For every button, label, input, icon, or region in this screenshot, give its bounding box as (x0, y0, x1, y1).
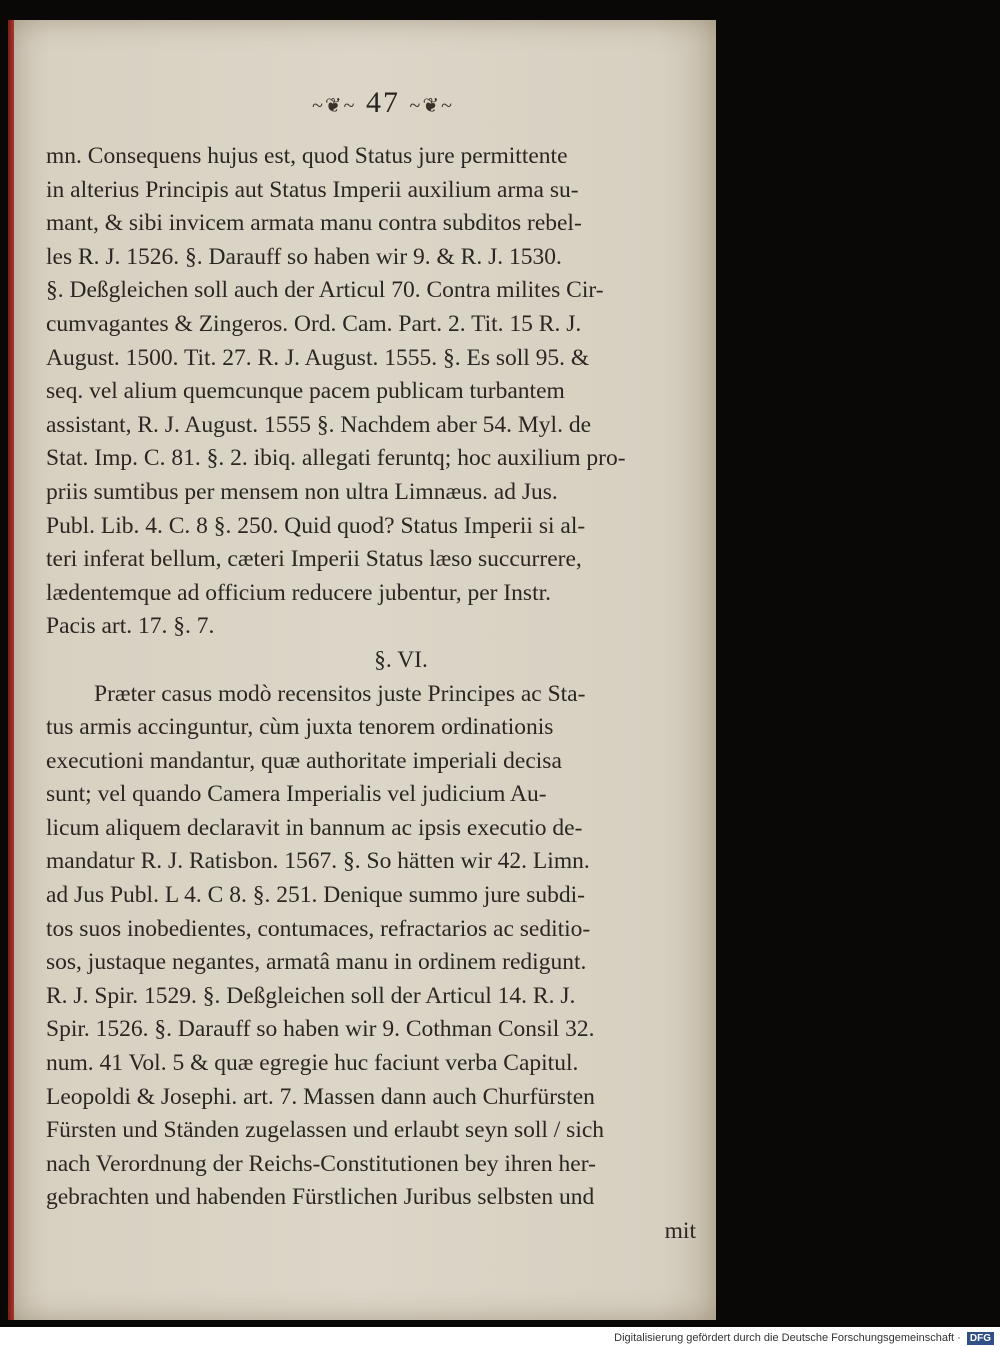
text-line: Spir. 1526. §. Darauff so haben wir 9. Cothman Consil 32. (46, 1016, 595, 1043)
binding-edge (8, 20, 14, 1320)
text-line: Pacis art. 17. §. 7. (46, 613, 215, 640)
text-line: nach Verordnung der Reichs-Constitutionen bey ihren her- (46, 1150, 596, 1177)
text-line: Publ. Lib. 4. C. 8 §. 250. Quid quod? Status Imperii si al- (46, 512, 586, 539)
body-text (46, 140, 716, 1249)
text-line: Fürsten und Ständen zugelassen und erlaubt seyn soll / sich (46, 1117, 605, 1144)
text-line: mandatur R. J. Ratisbon. 1567. §. So hätten wir 42. Limn. (46, 848, 590, 875)
footer-text: Digitalisierung gefördert durch die Deutsche Forschungsgemeinschaft (614, 1332, 955, 1344)
text-line: sos, justaque negantes, armatâ manu in ordinem redigunt. (46, 949, 587, 976)
text-line: licum aliquem declaravit in bannum ac ipsis executio de- (46, 814, 583, 841)
text-line: sunt; vel quando Camera Imperialis vel judicium Au- (46, 781, 547, 808)
catchword: mit (664, 1218, 696, 1244)
text-line: lædentemque ad officium reducere jubentur, per Instr. (46, 579, 552, 606)
text-line: in alterius Principis aut Status Imperii auxilium arma su- (46, 176, 579, 203)
text-line: tus armis accinguntur, cùm juxta tenorem ordinationis (46, 714, 554, 741)
text-line: gebrachten und habenden Fürstlichen Juribus selbsten und (46, 1184, 595, 1211)
text-line: cumvagantes & Zingeros. Ord. Cam. Part. 2. Tit. 15 R. J. (46, 310, 582, 337)
text-line: assistant, R. J. August. 1555 §. Nachdem aber 54. Myl. de (46, 411, 592, 438)
text-line: mn. Consequens hujus est, quod Status jure permittente (46, 143, 568, 169)
page-number: 47 (366, 86, 400, 119)
ornament-right-icon: ~❦~ (409, 95, 454, 117)
book-page (8, 20, 716, 1320)
text-line: August. 1500. Tit. 27. R. J. August. 1555. §. Es soll 95. & (46, 344, 590, 371)
text-line: les R. J. 1526. §. Darauff so haben wir 9. & R. J. 1530. (46, 243, 562, 270)
text-line: ad Jus Publ. L 4. C 8. §. 251. Denique summo jure subdi- (46, 882, 585, 909)
text-line: Leopoldi & Josephi. art. 7. Massen dann auch Churfürsten (46, 1083, 595, 1110)
text-line: R. J. Spir. 1529. §. Deßgleichen soll der Articul 14. R. J. (46, 982, 576, 1009)
text-line: Præter casus modò recensitos juste Principes ac Sta- (94, 680, 586, 707)
text-line: priis sumtibus per mensem non ultra Limnæus. ad Jus. (46, 478, 558, 505)
dfg-logo-icon: DFG (967, 1332, 994, 1345)
text-line: Stat. Imp. C. 81. §. 2. ibiq. allegati feruntq; hoc auxilium pro- (46, 445, 626, 472)
text-line: executioni mandantur, quæ authoritate imperiali decisa (46, 747, 562, 774)
text-line: teri inferat bellum, cæteri Imperii Status læso succurrere, (46, 546, 582, 573)
text-line: tos suos inobedientes, contumaces, refractarios ac seditio- (46, 915, 591, 942)
ornament-left-icon: ~❦~ (312, 95, 357, 117)
text-line: §. Deßgleichen soll auch der Articul 70. Contra milites Cir- (46, 277, 604, 304)
footer-credit: Digitalisierung gefördert durch die Deutsche Forschungsgemeinschaft · DFG (0, 1330, 994, 1347)
text-line: num. 41 Vol. 5 & quæ egregie huc faciunt verba Capitul. (46, 1050, 579, 1077)
section-heading: §. VI. (374, 646, 428, 673)
text-line: seq. vel alium quemcunque pacem publicam turbantem (46, 378, 565, 405)
page-header (278, 86, 488, 120)
text-line: mant, & sibi invicem armata manu contra subditos rebel- (46, 210, 582, 237)
